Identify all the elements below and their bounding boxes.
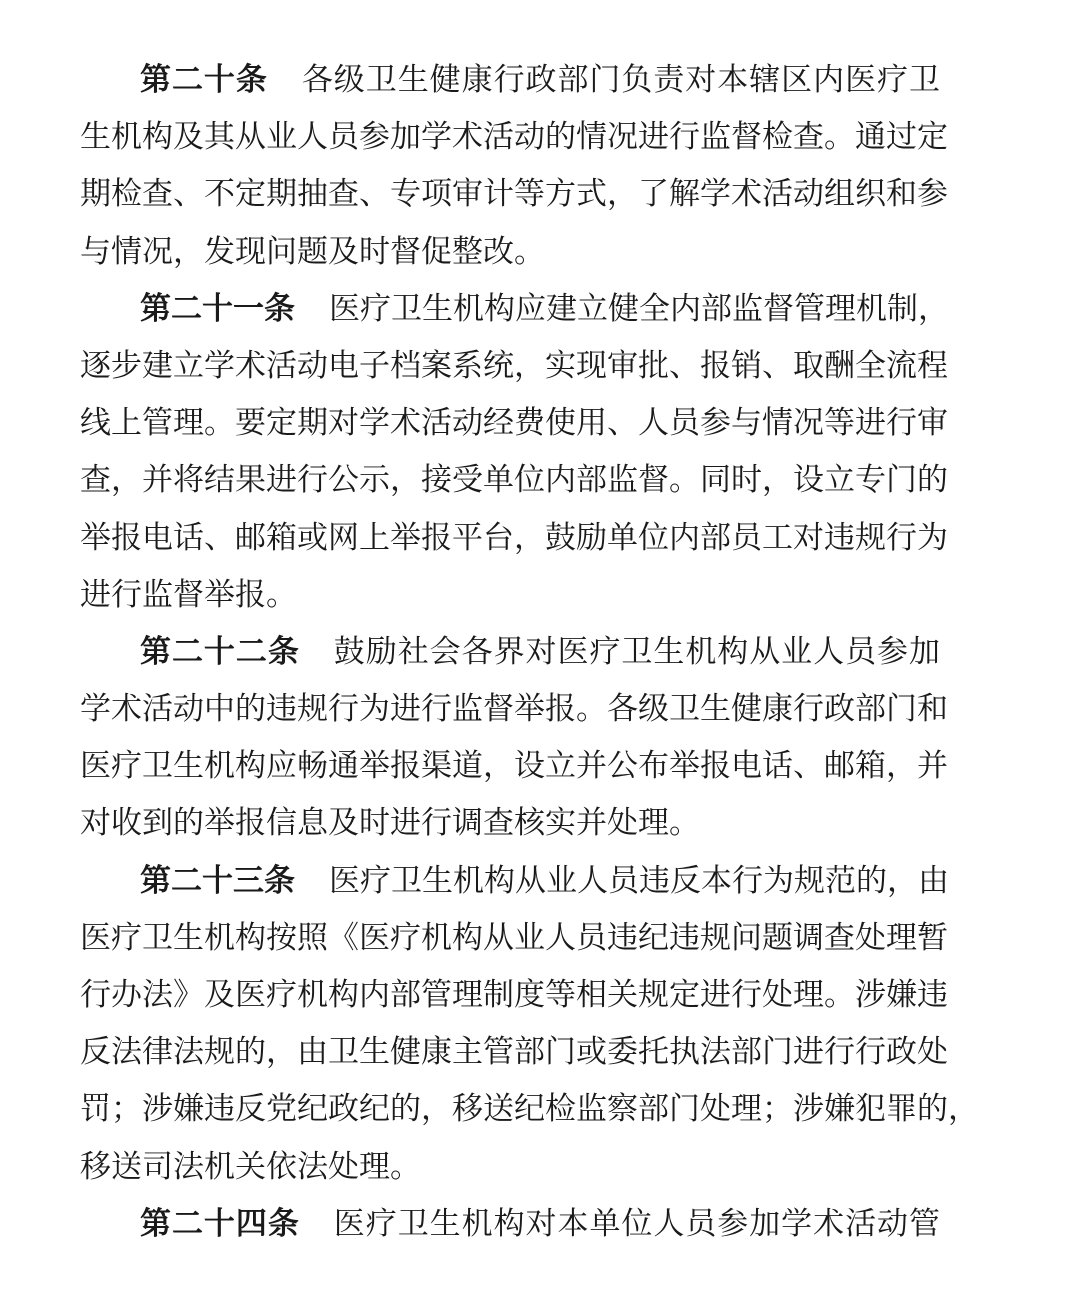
- paragraph-line: [80, 853, 949, 910]
- paragraph-line: 反法律法规的，由卫生健康主管部门或委托执法部门进行行政处: [80, 1034, 948, 1071]
- paragraph-line: 与情况，发现问题及时督促整改。: [80, 233, 545, 270]
- article-number: 第二十二条: [140, 633, 300, 670]
- paragraph-line: 医疗卫生机构应畅通举报渠道，设立并公布举报电话、邮箱，并: [80, 748, 948, 785]
- paragraph-line: [80, 281, 949, 338]
- paragraph-line: 行办法》及医疗机构内部管理制度等相关规定进行处理。涉嫌违: [80, 977, 948, 1013]
- paragraph-line: 查，并将结果进行公示，接受单位内部监督。同时，设立专门的: [80, 462, 948, 499]
- paragraph-line: [80, 52, 940, 109]
- paragraph-line: 罚；涉嫌违反党纪政纪的，移送纪检监察部门处理；涉嫌犯罪的，: [80, 1091, 979, 1128]
- paragraph-line: 移送司法机关依法处理。: [80, 1148, 421, 1185]
- article-number: 第二十条: [140, 62, 268, 98]
- line-text: 各级卫生健康行政部门负责对本辖区内医疗卫: [301, 62, 940, 98]
- line-text: 医疗卫生机构从业人员违反本行为规范的，由: [329, 862, 949, 899]
- paragraph-line: [80, 1196, 940, 1253]
- paragraph-line: 学术活动中的违规行为进行监督举报。各级卫生健康行政部门和: [80, 691, 948, 728]
- line-text: 鼓励社会各界对医疗卫生机构从业人员参加: [333, 633, 941, 670]
- article-number: 第二十三条: [140, 862, 295, 899]
- paragraph-line: 期检查、不定期抽查、专项审计等方式，了解学术活动组织和参: [80, 176, 948, 213]
- article-number: 第二十四条: [140, 1205, 300, 1242]
- paragraph-line: 线上管理。要定期对学术活动经费使用、人员参与情况等进行审: [80, 405, 948, 442]
- paragraph-line: 进行监督举报。: [80, 576, 297, 613]
- paragraph-line: 逐步建立学术活动电子档案系统，实现审批、报销、取酬全流程: [80, 347, 948, 384]
- paragraph-line: 对收到的举报信息及时进行调查核实并处理。: [80, 805, 700, 842]
- paragraph-line: 医疗卫生机构按照《医疗机构从业人员违纪违规问题调查处理暂: [80, 919, 948, 956]
- document-page: [80, 52, 979, 1253]
- paragraph-line: [80, 624, 940, 681]
- paragraph-line: 举报电话、邮箱或网上举报平台，鼓励单位内部员工对违规行为: [80, 519, 948, 556]
- article-number: 第二十一条: [140, 290, 295, 327]
- line-text: 医疗卫生机构对本单位人员参加学术活动管: [333, 1205, 941, 1242]
- paragraph-line: 生机构及其从业人员参加学术活动的情况进行监督检查。通过定: [80, 119, 948, 156]
- line-text: 医疗卫生机构应建立健全内部监督管理机制，: [329, 290, 949, 327]
